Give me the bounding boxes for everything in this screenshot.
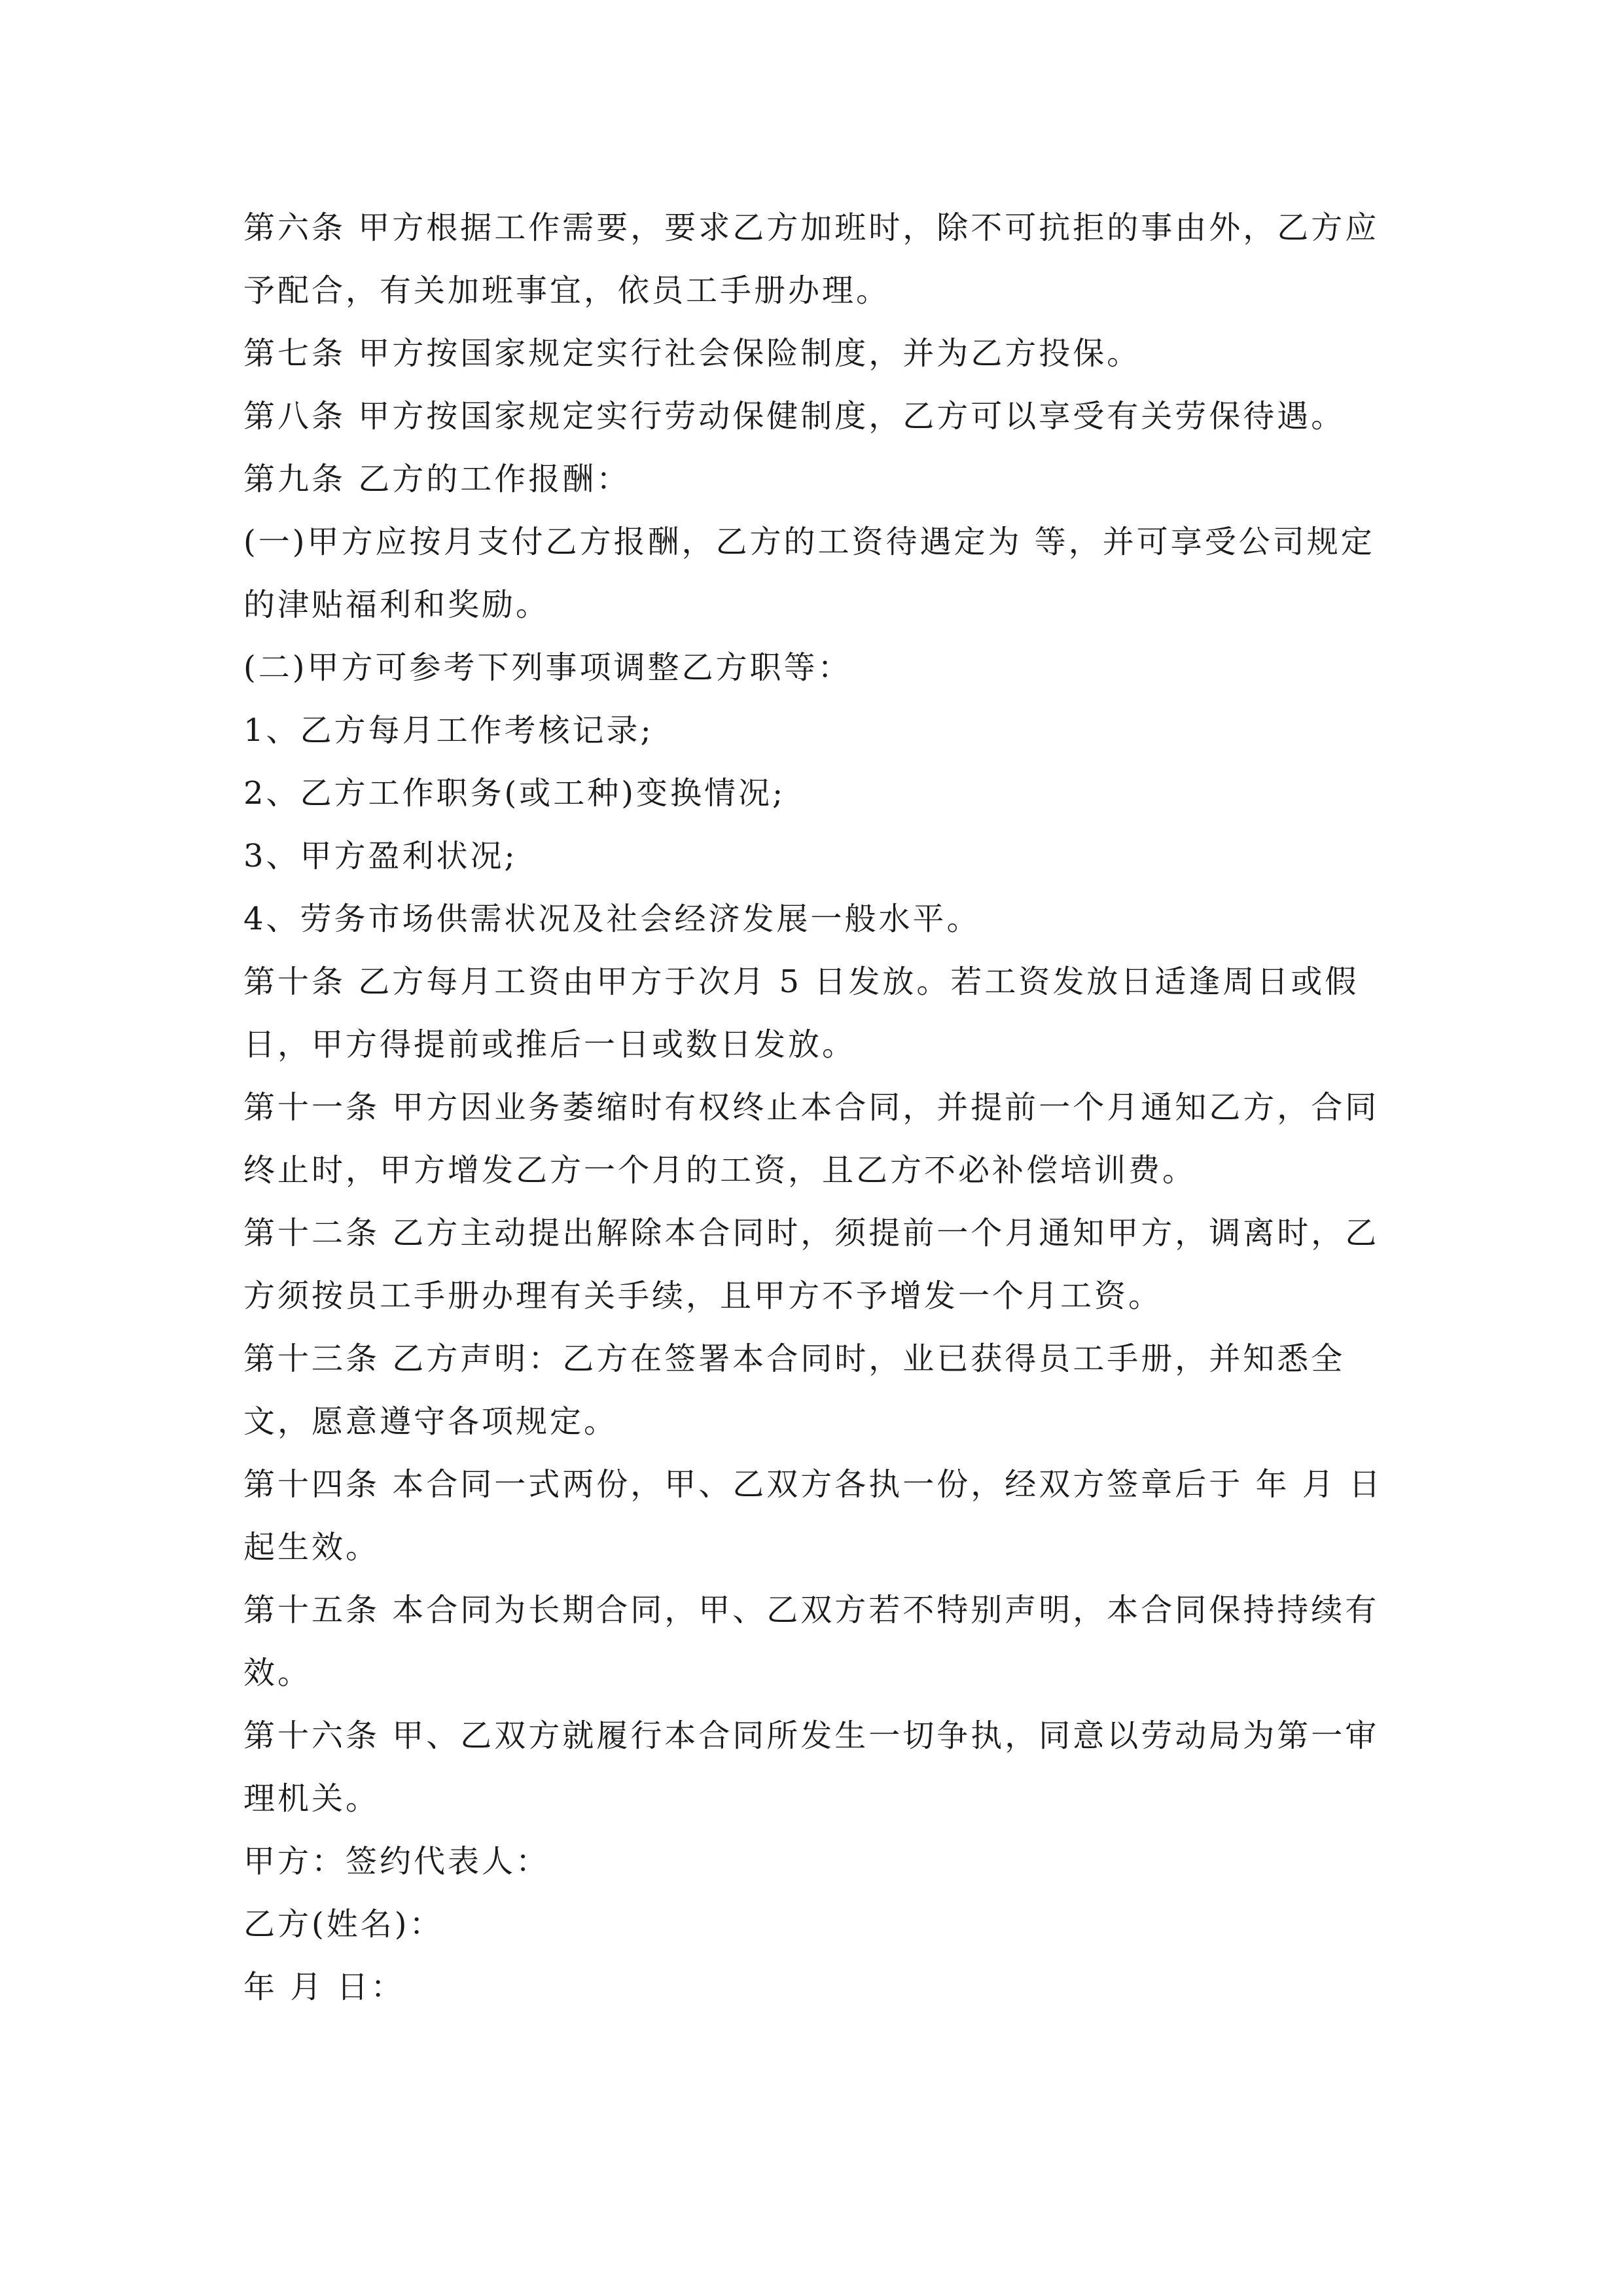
clause-11: 第十一条 甲方因业务萎缩时有权终止本合同，并提前一个月通知乙方，合同终止时，甲方增发乙方一个月的工资，且乙方不必补偿培训费。	[243, 1089, 1380, 1189]
contract-document	[243, 196, 1395, 2018]
clause-9: 第九条 乙方的工作报酬：	[243, 461, 631, 497]
clause-6: 第六条 甲方根据工作需要，要求乙方加班时，除不可抗拒的事由外，乙方应予配合，有关加班事宜，依员工手册办理。	[243, 209, 1380, 309]
clause-7: 第七条 甲方按国家规定实行社会保险制度，并为乙方投保。	[243, 335, 1141, 372]
clause-15: 第十五条 本合同为长期合同，甲、乙双方若不特别声明，本合同保持持续有效。	[243, 1592, 1380, 1691]
clause-10: 第十条 乙方每月工资由甲方于次月 5 日发放。若工资发放日适逢周日或假日，甲方得提前或推后一日或数日发放。	[243, 963, 1359, 1063]
clause-13: 第十三条 乙方声明：乙方在签署本合同时，业已获得员工手册，并知悉全文，愿意遵守各项规定。	[243, 1340, 1346, 1440]
party-b-signature-line: 乙方(姓名)：	[243, 1906, 444, 1943]
clause-14: 第十四条 本合同一式两份，甲、乙双方各执一份，经双方签章后于 年 月 日起生效。	[243, 1466, 1383, 1566]
list-item: 4、劳务市场供需状况及社会经济发展一般水平。	[243, 901, 981, 937]
list-item: 3、甲方盈利状况;	[243, 838, 518, 874]
clause-12: 第十二条 乙方主动提出解除本合同时，须提前一个月通知甲方，调离时，乙方须按员工手册办理有关手续，且甲方不予增发一个月工资。	[243, 1215, 1380, 1314]
date-line: 年 月 日：	[243, 1969, 405, 2005]
list-item: 2、乙方工作职务(或工种)变换情况;	[243, 775, 786, 812]
clause-8: 第八条 甲方按国家规定实行劳动保健制度，乙方可以享受有关劳保待遇。	[243, 398, 1346, 435]
party-a-signature-line: 甲方：签约代表人：	[243, 1843, 550, 1880]
clause-16: 第十六条 甲、乙双方就履行本合同所发生一切争执，同意以劳动局为第一审理机关。	[243, 1717, 1380, 1817]
clause-9-item-2: (二)甲方可参考下列事项调整乙方职等：	[243, 649, 852, 686]
list-item: 1、乙方每月工作考核记录;	[243, 712, 654, 749]
clause-9-item-1: (一)甲方应按月支付乙方报酬，乙方的工资待遇定为 等，并可享受公司规定的津贴福利和奖励。	[243, 524, 1375, 623]
